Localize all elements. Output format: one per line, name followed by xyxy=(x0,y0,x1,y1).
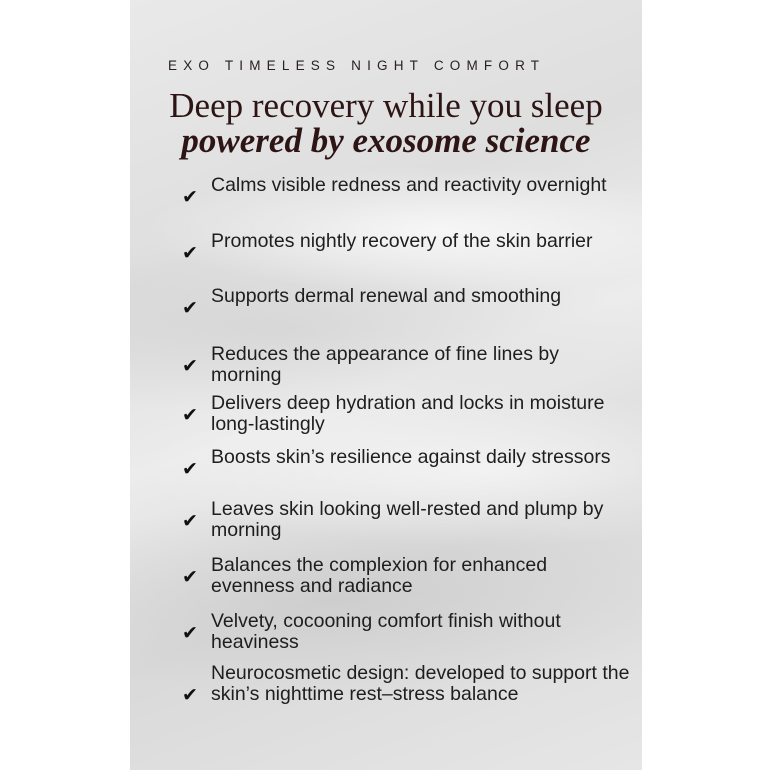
benefit-text: Reduces the appearance of fine lines by morning xyxy=(211,343,559,386)
benefit-text: Boosts skin’s resilience against daily stressors xyxy=(211,446,611,468)
benefit-text: Promotes nightly recovery of the skin barrier xyxy=(211,230,593,252)
benefit-text: Neurocosmetic design: developed to support the skin’s nighttime rest–stress balance xyxy=(211,662,630,705)
benefit-text: Balances the complexion for enhanced evenness and radiance xyxy=(211,554,548,597)
check-icon: ✔ xyxy=(182,296,198,319)
benefit-text: Leaves skin looking well-rested and plump by morning xyxy=(211,498,604,541)
check-icon: ✔ xyxy=(182,509,198,532)
product-name: EXO TIMELESS NIGHT COMFORT xyxy=(168,58,546,73)
check-icon: ✔ xyxy=(182,621,198,644)
benefit-text: Delivers deep hydration and locks in moisture long-lastingly xyxy=(211,392,605,435)
check-icon: ✔ xyxy=(182,403,198,426)
check-icon: ✔ xyxy=(182,185,198,208)
check-icon: ✔ xyxy=(182,565,198,588)
check-icon: ✔ xyxy=(182,241,198,264)
check-icon: ✔ xyxy=(182,457,198,480)
headline-line1: Deep recovery while you sleep xyxy=(169,86,603,125)
product-panel xyxy=(130,0,642,770)
headline-line2: powered by exosome science xyxy=(181,121,591,160)
benefit-text: Supports dermal renewal and smoothing xyxy=(211,285,562,307)
benefit-text: Calms visible redness and reactivity overnight xyxy=(211,174,607,196)
benefit-text: Velvety, cocooning comfort finish without heaviness xyxy=(211,610,561,653)
check-icon: ✔ xyxy=(182,683,198,706)
check-icon: ✔ xyxy=(182,354,198,377)
